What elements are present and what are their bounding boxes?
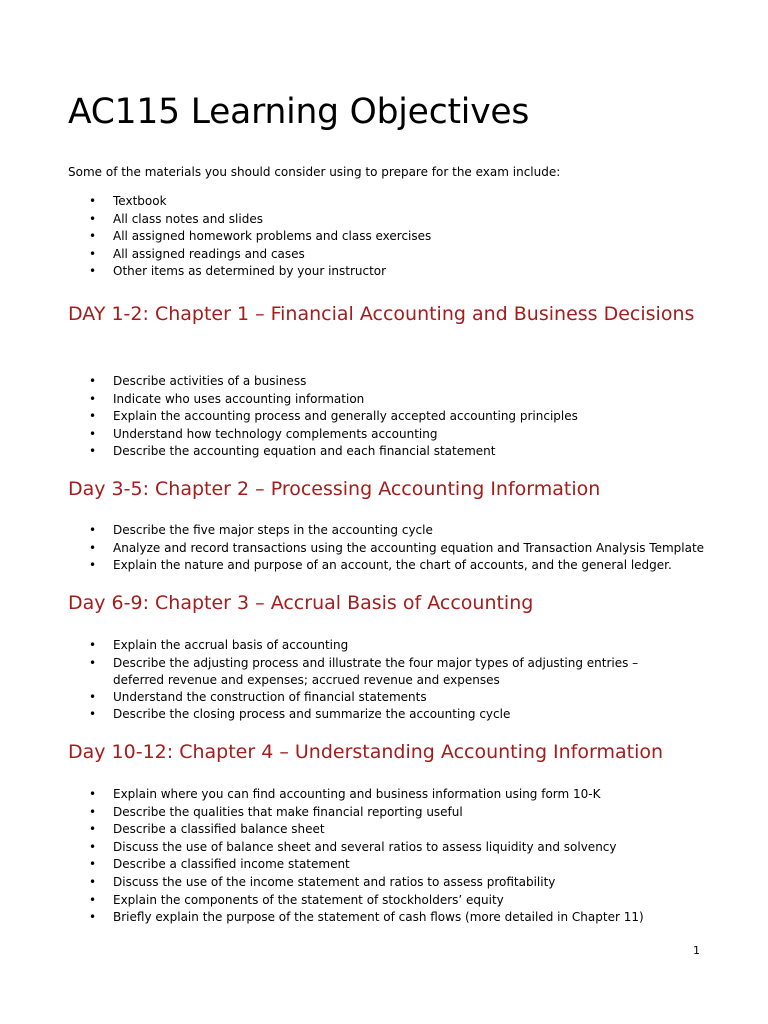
bullet-icon: • — [89, 910, 97, 925]
bullet-icon: • — [89, 558, 97, 573]
bullet-icon: • — [89, 391, 97, 406]
list-item: • Describe the accounting equation and each financial statement — [0, 443, 578, 461]
section-4-objectives — [0, 786, 644, 927]
page-number: 1 — [693, 944, 700, 957]
bullet-icon: • — [89, 804, 97, 819]
bullet-icon: • — [89, 540, 97, 555]
list-item: • Briefly explain the purpose of the statement of cash flows (more detailed in Chapter 11) — [0, 909, 644, 927]
bullet-icon: • — [89, 689, 97, 704]
list-item: • All assigned readings and cases — [0, 246, 431, 264]
intro-text: Some of the materials you should consider using to prepare for the exam include: — [68, 165, 561, 179]
list-item: • Explain the accounting process and generally accepted accounting principles — [0, 408, 578, 426]
materials-list — [0, 193, 431, 281]
bullet-icon: • — [89, 523, 97, 537]
section-2-objectives — [0, 522, 704, 575]
bullet-icon: • — [89, 264, 97, 279]
bullet-icon: • — [89, 787, 97, 801]
section-heading-day-6-9: Day 6-9: Chapter 3 – Accrual Basis of Accounting — [68, 592, 534, 614]
list-item: • All assigned homework problems and class exercises — [0, 228, 431, 246]
bullet-icon: • — [89, 444, 97, 459]
page-title: AC115 Learning Objectives — [68, 92, 530, 132]
list-item: • Describe the five major steps in the accounting cycle — [0, 522, 704, 540]
section-3-objectives — [0, 637, 673, 724]
section-heading-day-3-5: Day 3-5: Chapter 2 – Processing Accounting Information — [68, 478, 601, 500]
list-item: • Textbook — [0, 193, 431, 211]
list-item: • Other items as determined by your instructor — [0, 263, 431, 281]
list-item: • Analyze and record transactions using the accounting equation and Transaction Analysis Template — [0, 540, 704, 558]
bullet-icon: • — [89, 229, 97, 244]
bullet-icon: • — [89, 822, 97, 837]
list-item: • Explain the accrual basis of accounting — [0, 637, 673, 655]
list-item: • Describe a classified balance sheet — [0, 821, 644, 839]
list-item: • Understand how technology complements accounting — [0, 426, 578, 444]
bullet-icon: • — [89, 426, 97, 441]
list-item: • Discuss the use of the income statement and ratios to assess profitability — [0, 874, 644, 892]
list-item: • Explain where you can find accounting and business information using form 10-K — [0, 786, 644, 804]
bullet-icon: • — [89, 874, 97, 889]
list-item: • Indicate who uses accounting information — [0, 391, 578, 409]
bullet-icon: • — [89, 246, 97, 261]
bullet-icon: • — [89, 892, 97, 907]
list-item: • All class notes and slides — [0, 211, 431, 229]
bullet-icon: • — [89, 194, 97, 208]
list-item: • Understand the construction of financial statements — [0, 689, 673, 707]
bullet-icon: • — [89, 211, 97, 226]
section-1-objectives — [0, 373, 578, 461]
section-heading-day-1-2: DAY 1-2: Chapter 1 – Financial Accounting and Business Decisions — [68, 303, 695, 325]
list-item: • Discuss the use of balance sheet and several ratios to assess liquidity and solvency — [0, 839, 644, 857]
bullet-icon: • — [89, 638, 97, 652]
bullet-icon: • — [89, 655, 97, 670]
bullet-icon: • — [89, 409, 97, 424]
bullet-icon: • — [89, 839, 97, 854]
list-item: • Describe the closing process and summarize the accounting cycle — [0, 706, 673, 724]
bullet-icon: • — [89, 707, 97, 722]
list-item: • Describe the adjusting process and illustrate the four major types of adjusting entries – deferred revenue and expenses; accrued revenue and expenses — [89, 655, 639, 687]
bullet-icon: • — [89, 857, 97, 872]
list-item: • Describe a classified income statement — [0, 856, 644, 874]
list-item: • Explain the components of the statement of stockholders’ equity — [0, 892, 644, 910]
list-item: • Explain the nature and purpose of an account, the chart of accounts, and the general ledger. — [0, 557, 704, 575]
section-heading-day-10-12: Day 10-12: Chapter 4 – Understanding Accounting Information — [68, 741, 664, 763]
list-item: • Describe the qualities that make financial reporting useful — [0, 804, 644, 822]
list-item: • Describe activities of a business — [0, 373, 578, 391]
bullet-icon: • — [89, 374, 97, 388]
